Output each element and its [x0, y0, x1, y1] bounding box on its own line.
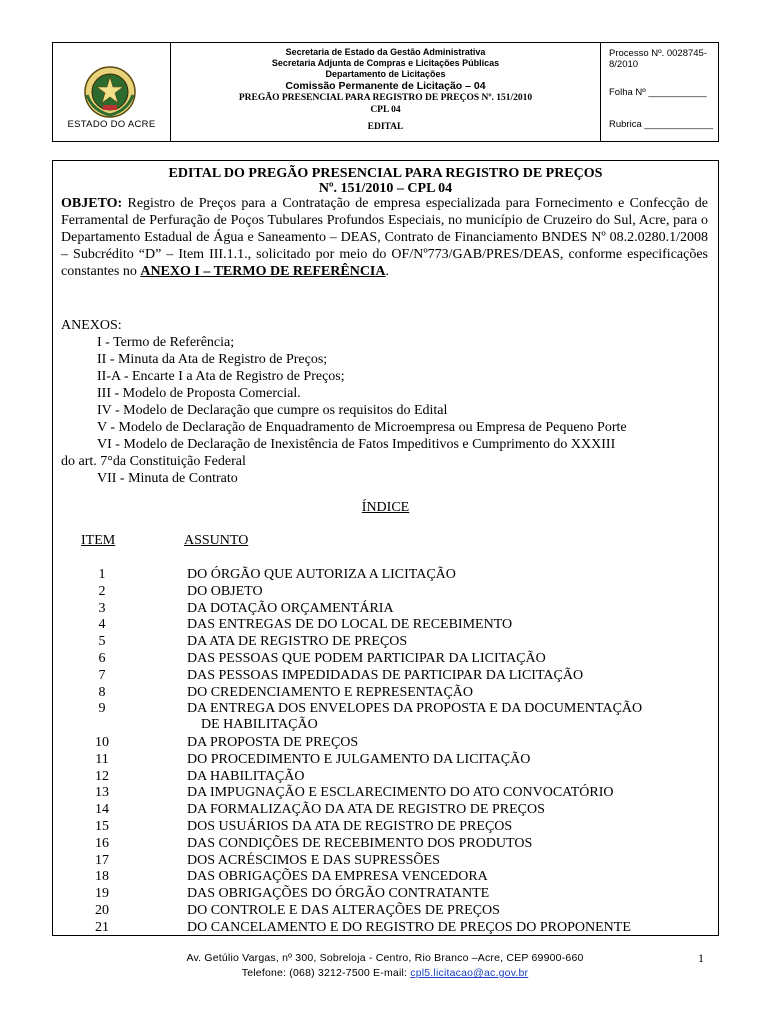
anexos-list — [61, 317, 708, 487]
index-item-number: 3 — [98, 600, 106, 616]
rubrica-field: Rubrica _____________ — [609, 119, 714, 130]
index-item-number: 12 — [95, 768, 109, 784]
objeto-end: . — [385, 264, 389, 279]
index-item-number: 4 — [98, 617, 106, 633]
index-item-subject: DA PROPOSTA DE PREÇOS — [187, 734, 359, 750]
objeto-paragraph — [61, 195, 708, 280]
folha-field: Folha Nº ___________ — [609, 87, 707, 98]
header-logo-cell — [53, 43, 171, 141]
index-item-subject: DAS PESSOAS QUE PODEM PARTICIPAR DA LICITAÇÃO — [187, 651, 546, 666]
edital-body — [52, 160, 719, 936]
edital-number: Nº. 151/2010 – CPL 04 — [318, 181, 453, 196]
index-item-subject: DAS CONDIÇÕES DE RECEBIMENTO DOS PRODUTOS — [187, 835, 533, 851]
anexo-i-reference: ANEXO I – TERMO DE REFERÊNCIA — [140, 264, 386, 279]
index-item-number: 6 — [98, 651, 106, 666]
anexo-item-continuation: do art. 7°da Constituição Federal — [61, 454, 246, 469]
index-item-subject: DO CONTROLE E DAS ALTERAÇÕES DE PREÇOS — [187, 902, 500, 918]
objeto-text: Registro de Preços para a Contratação de empresa especializada para Fornecimento e Confecção de Ferramental de Perfuração de Poços Tubulares Profundos Especiais, no município de Cruzeiro do Sul, Acre, para o Departamento Estadual de Água e Saneamento – DEAS, Contrato de Financiamento BNDES Nº 08.2.0280.1/2008 – Subcrédito “D” – Item III.1.1., solicitado por meio do OF/Nº773/GAB/PRES/DEAS, conforme especificações constantes no — [61, 196, 708, 279]
index-item-number: 18 — [95, 869, 109, 885]
edital-title: EDITAL DO PREGÃO PRESENCIAL PARA REGISTRO DE PREÇOS — [168, 166, 603, 181]
header-edital: EDITAL — [367, 122, 404, 132]
estado-label: ESTADO DO ACRE — [67, 119, 156, 130]
anexo-item: VI - Modelo de Declaração de Inexistência de Fatos Impeditivos e Cumprimento do XXXIII — [97, 437, 616, 452]
index-item-subject: DO CREDENCIAMENTO E REPRESENTAÇÃO — [187, 684, 474, 700]
index-item-number: 14 — [95, 802, 109, 818]
index-item-subject: DA IMPUGNAÇÃO E ESCLARECIMENTO DO ATO CONVOCATÓRIO — [187, 785, 614, 801]
column-header-assunto: ASSUNTO — [184, 533, 249, 548]
anexo-item: I - Termo de Referência; — [97, 335, 235, 350]
footer — [0, 951, 770, 981]
index-item-number: 16 — [95, 835, 109, 851]
footer-contact — [0, 966, 770, 981]
index-item-subject: DAS PESSOAS IMPEDIDADAS DE PARTICIPAR DA LICITAÇÃO — [187, 667, 584, 683]
processo-number: Processo Nº. 0028745-8/2010 — [609, 48, 707, 70]
document-header — [52, 42, 719, 142]
index-item-number: 17 — [95, 852, 109, 868]
anexo-item: II - Minuta da Ata de Registro de Preços; — [97, 352, 328, 367]
index-item-subject: DOS ACRÉSCIMOS E DAS SUPRESSÕES — [187, 852, 440, 868]
index-item-subject: DAS ENTREGAS DE DO LOCAL DE RECEBIMENTO — [187, 617, 513, 633]
header-pregao: PREGÃO PRESENCIAL PARA REGISTRO DE PREÇOS Nº. 151/2010 — [238, 93, 533, 103]
email-link[interactable]: cpl5.licitacao@ac.gov.br — [410, 967, 529, 979]
index-item-number: 5 — [98, 634, 106, 650]
index-item-number: 9 — [98, 701, 106, 717]
index-item-number: 10 — [95, 734, 109, 750]
header-line-2: Secretaria Adjunta de Compras e Licitações Públicas — [271, 58, 500, 68]
index-item-subject: DA ENTREGA DOS ENVELOPES DA PROPOSTA E DA DOCUMENTAÇÃO — [187, 701, 643, 717]
index-item-number: 7 — [98, 667, 106, 683]
index-item-number: 1 — [98, 567, 106, 582]
anexo-item: V - Modelo de Declaração de Enquadramento de Microempresa ou Empresa de Pequeno Porte — [97, 420, 627, 435]
index-item-number: 13 — [95, 785, 109, 801]
index-item-subject: DO ÓRGÃO QUE AUTORIZA A LICITAÇÃO — [187, 567, 456, 582]
index-item-number: 8 — [98, 684, 106, 700]
index-item-subject: DO OBJETO — [187, 583, 263, 599]
header-title-cell — [171, 43, 601, 141]
state-seal-icon — [83, 65, 137, 119]
index-item-subject: DAS OBRIGAÇÕES DO ÓRGÃO CONTRATANTE — [187, 886, 490, 902]
index-item-subject: DO CANCELAMENTO E DO REGISTRO DE PREÇOS DO PROPONENTE — [187, 919, 631, 935]
index-item-subject: DA ATA DE REGISTRO DE PREÇOS — [187, 634, 408, 650]
header-cpl: CPL 04 — [370, 105, 401, 115]
index-item-number: 2 — [98, 583, 106, 599]
index-item-number: 15 — [95, 818, 109, 834]
anexo-item: VII - Minuta de Contrato — [97, 471, 238, 486]
index-item-number: 19 — [95, 886, 109, 902]
anexo-item: III - Modelo de Proposta Comercial. — [97, 386, 301, 401]
header-line-3: Departamento de Licitações — [325, 69, 446, 79]
header-line-1: Secretaria de Estado da Gestão Administrativa — [285, 47, 486, 57]
page-number: 1 — [698, 951, 704, 965]
anexos-label: ANEXOS: — [61, 318, 122, 333]
footer-address: Av. Getúlio Vargas, nº 300, Sobreloja - Centro, Rio Branco –Acre, CEP 69900-660 — [186, 952, 584, 964]
footer-phone: Telefone: (068) 3212-7500 E-mail: — [241, 967, 411, 979]
index-item-subject: DA HABILITAÇÃO — [187, 768, 305, 784]
column-header-item: ITEM — [81, 533, 116, 548]
anexo-item: II-A - Encarte I a Ata de Registro de Preços; — [97, 369, 345, 384]
header-process-cell — [601, 43, 718, 141]
index-item-subject: DA FORMALIZAÇÃO DA ATA DE REGISTRO DE PREÇOS — [187, 802, 545, 818]
objeto-label: OBJETO: — [61, 196, 123, 211]
indice-heading: ÍNDICE — [361, 500, 410, 515]
index-item-subject: DO PROCEDIMENTO E JULGAMENTO DA LICITAÇÃO — [187, 751, 531, 767]
index-item-number: 20 — [95, 902, 109, 918]
index-item-number: 21 — [95, 919, 109, 935]
index-item-number: 11 — [95, 751, 109, 767]
index-item-subject: DAS OBRIGAÇÕES DA EMPRESA VENCEDORA — [187, 869, 488, 885]
header-comissao: Comissão Permanente de Licitação – 04 — [285, 80, 486, 92]
index-item-subject: DOS USUÁRIOS DA ATA DE REGISTRO DE PREÇOS — [187, 818, 513, 834]
index-item-subject-continuation: DE HABILITAÇÃO — [201, 717, 318, 733]
anexo-item: IV - Modelo de Declaração que cumpre os requisitos do Edital — [97, 403, 448, 418]
index-item-subject: DA DOTAÇÃO ORÇAMENTÁRIA — [187, 600, 394, 616]
